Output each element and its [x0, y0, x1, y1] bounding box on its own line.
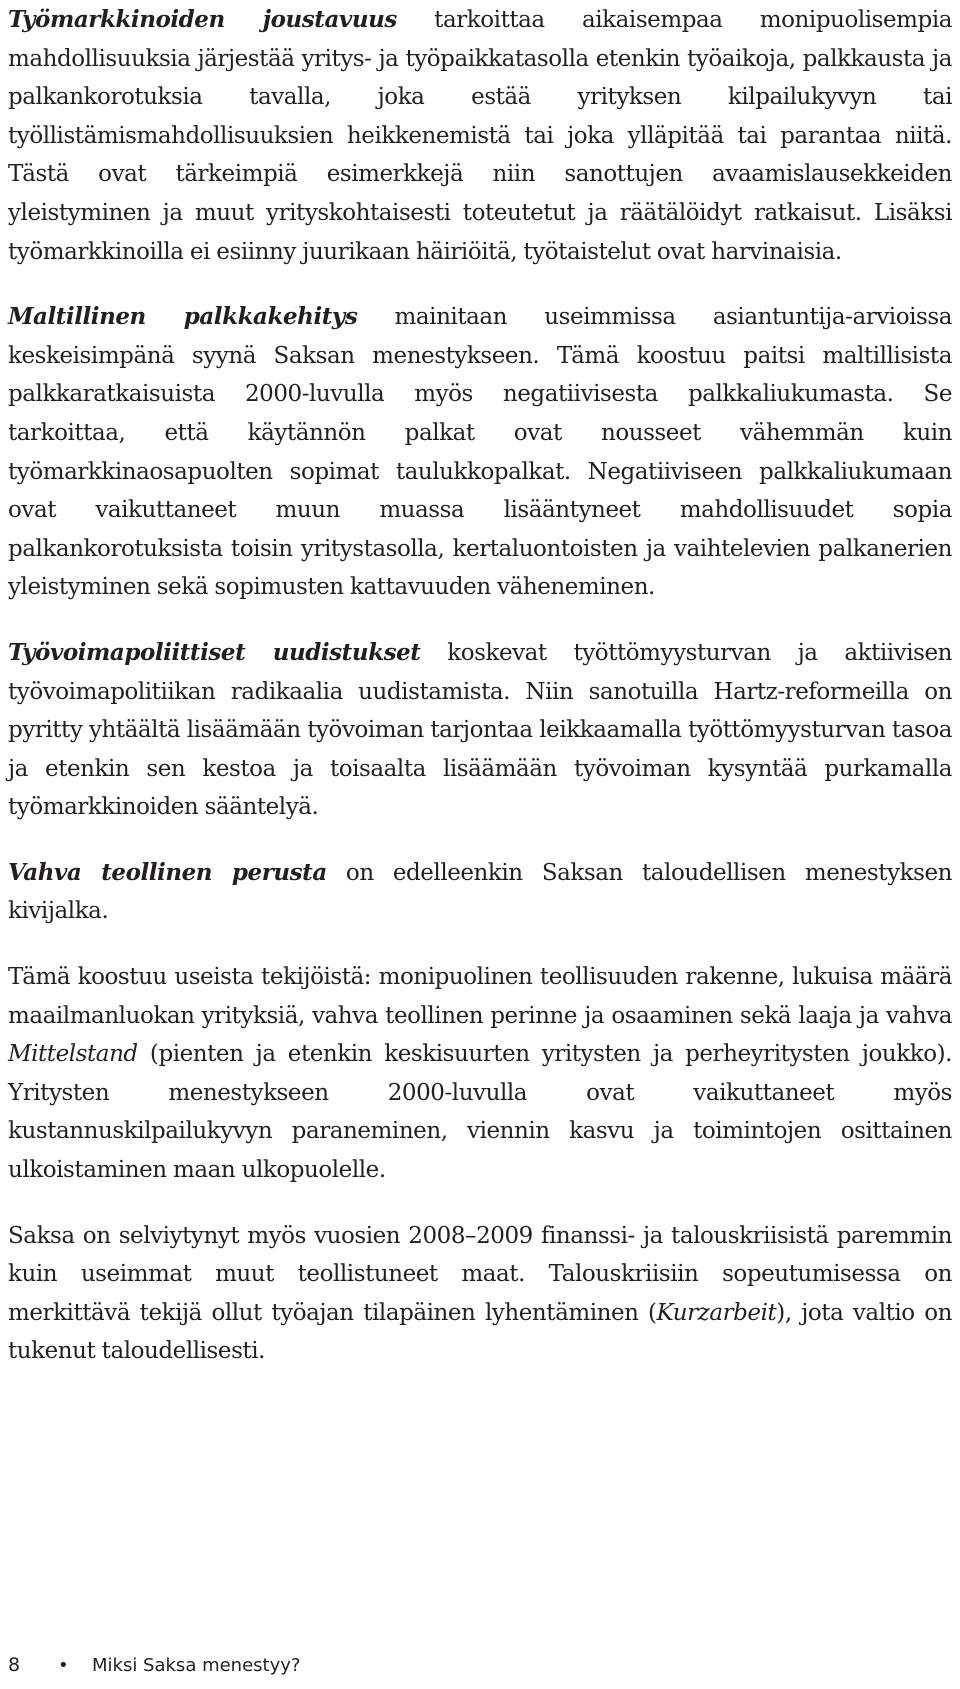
- paragraph-strong-industrial-base: [8, 854, 952, 931]
- paragraph-moderate-wage-development: [8, 298, 952, 607]
- running-title: Miksi Saksa menestyy?: [92, 1654, 301, 1676]
- paragraph-text: tarkoittaa aikaisempaa monipuolisempia mahdollisuuksia järjestää yritys- ja työpaikkatasolla etenkin työaikoja, palkkausta ja palkankorotuksia tavalla, joka estää yrityksen kilpailukyvyn tai työllistämismahdollisuuksien heikkenemistä tai joka ylläpitää tai parantaa niitä. Tästä ovat tärkeimpiä esimerkkejä niin sanottujen avaamislausekkeiden yleistyminen ja muut yrityskohtaisesti toteutetut ja räätälöidyt ratkaisut. Lisäksi työmarkkinoilla ei esiinny juurikaan häiriöitä, työtaistelut ovat harvinaisia.: [8, 7, 952, 265]
- footer-separator: •: [58, 1654, 69, 1676]
- page-footer: [8, 1650, 300, 1680]
- paragraph-italic-term: Kurzarbeit: [656, 1299, 777, 1326]
- paragraph-text: koskevat työttömyysturvan ja aktiivisen työvoimapolitiikan radikaalia uudistamista. Niin sanotuilla Hartz-reformeilla on pyritty yhtäältä lisäämään työvoiman tarjontaa leikkaamalla työttömyysturvan tasoa ja etenkin sen kestoa ja toisaalta lisäämään työvoiman kysyntää purkamalla työmarkkinoiden sääntelyä.: [8, 639, 952, 821]
- paragraph-text: ), jota valtio on tukenut taloudellisesti.: [8, 1299, 952, 1365]
- paragraph-lead: Työmarkkinoiden joustavuus: [8, 6, 397, 33]
- paragraph-text: on edelleenkin Saksan taloudellisen menestyksen kivijalka.: [8, 859, 952, 925]
- paragraph-text: Tämä koostuu useista tekijöistä: monipuolinen teollisuuden rakenne, lukuisa määrä maailmanluokan yrityksiä, vahva teollinen perinne ja osaaminen sekä laaja ja vahva: [8, 964, 952, 1029]
- document-page: [8, 0, 952, 1398]
- paragraph-lead: Maltillinen palkkakehitys: [8, 303, 358, 331]
- paragraph-industrial-factors: [8, 958, 952, 1190]
- paragraph-italic-term: Mittelstand: [8, 1041, 138, 1068]
- paragraph-financial-crisis: [8, 1217, 952, 1371]
- paragraph-text: (pienten ja etenkin keskisuurten yritysten ja perheyritysten joukko). Yritysten menestykseen 2000-luvulla ovat vaikuttaneet myös kustannuskilpailukyvyn paraneminen, viennin kasvu ja toimintojen osittainen ulkoistaminen maan ulkopuolelle.: [8, 1041, 952, 1184]
- paragraph-text: mainitaan useimmissa asiantuntija-arvioissa keskeisimpänä syynä Saksan menestykseen. Tämä koostuu paitsi maltillisista palkkaratkaisuista 2000-luvulla myös negatiivisesta palkkaliukumasta. Se tarkoittaa, että käytännön palkat ovat nousseet vähemmän kuin työmarkkinaosapuolten sopimat taulukkopalkat. Negatiiviseen palkkaliukumaan ovat vaikuttaneet muun muassa lisääntyneet mahdollisuudet sopia palkankorotuksista toisin yritystasolla, kertaluontoisten ja vaihtelevien palkanerien yleistyminen sekä sopimusten kattavuuden väheneminen.: [8, 304, 952, 601]
- page-number: 8: [8, 1654, 21, 1676]
- paragraph-lead: Vahva teollinen perusta: [8, 858, 327, 886]
- paragraph-labour-policy-reforms: [8, 634, 952, 827]
- paragraph-labour-market-flexibility: [8, 1, 952, 271]
- paragraph-text: Saksa on selviytynyt myös vuosien 2008–2009 finanssi- ja talouskriisistä paremmin kuin useimmat muut teollistuneet maat. Talouskriisiin sopeutumisessa on merkittävä tekijä ollut työajan tilapäinen lyhentäminen (: [8, 1222, 952, 1326]
- paragraph-lead: Työvoimapoliittiset uudistukset: [8, 638, 421, 666]
